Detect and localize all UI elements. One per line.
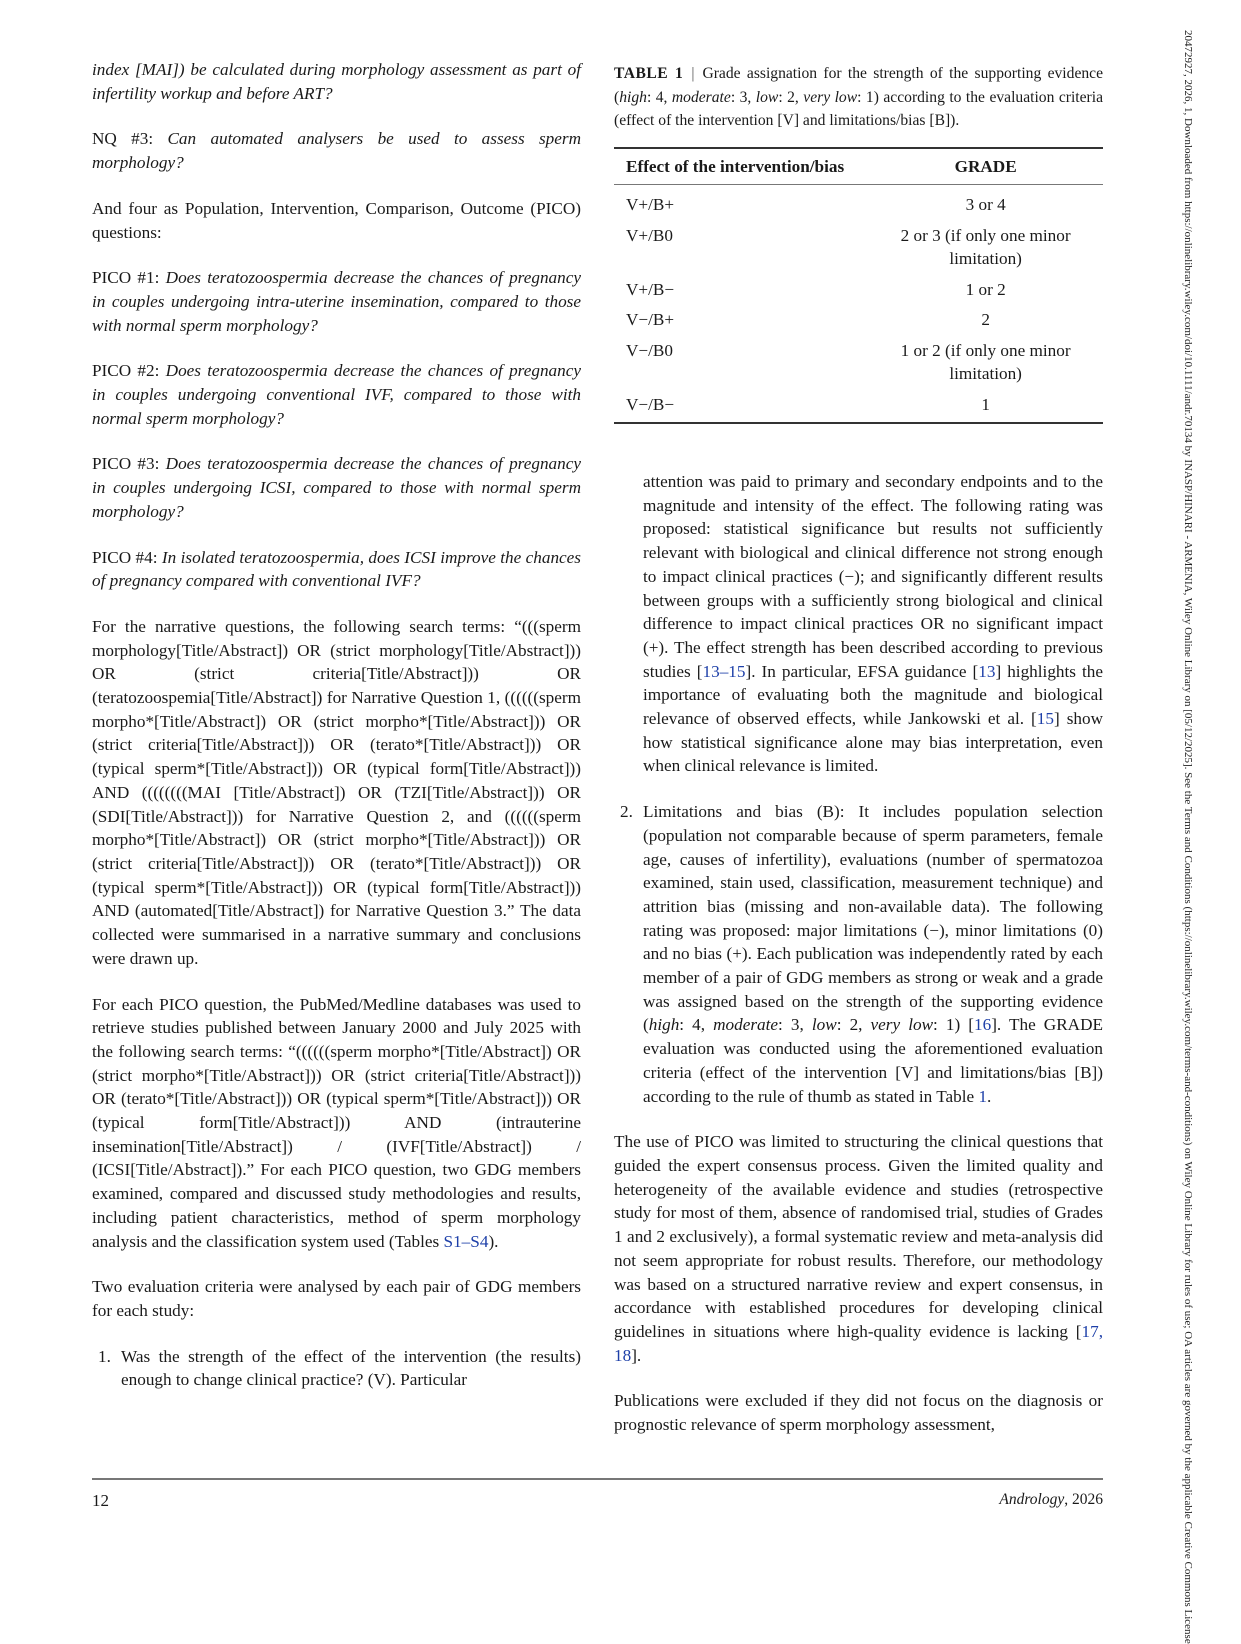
footer-divider xyxy=(92,1478,1103,1480)
journal-name: Andrology, 2026 xyxy=(999,1491,1103,1508)
supplementary-tables-link[interactable]: S1–S4 xyxy=(443,1231,489,1251)
table-header-row xyxy=(614,148,1103,185)
caption-separator: | xyxy=(691,65,695,82)
pico-question-4: PICO #4: In isolated teratozoospermia, does ICSI improve the chances of pregnancy compared with conventional IVF? xyxy=(92,547,582,591)
grade-cell: 1 xyxy=(981,394,990,414)
pico-use-paragraph: The use of PICO was limited to structuring the clinical questions that guided the expert consensus process. Given the limited quality and heterogeneity of the available evidence and studies (retrospective study for most of them, absence of randomised trial, studies of Grades 1 and 2 exclusively), a formal systematic review and meta-analysis did not seem appropriate for robust results. Therefore, our methodology was based on a structured narrative review and expert consensus, in accordance with established procedures for developing clinical guidelines in situations where high-quality evidence is lacking [17, 18]. xyxy=(614,1132,1103,1365)
table-row xyxy=(614,336,1103,390)
right-column xyxy=(614,58,1103,1437)
header-effect: Effect of the intervention/bias xyxy=(626,156,845,176)
citation-13-15[interactable]: 13–15 xyxy=(702,661,746,681)
criteria-list-part2 xyxy=(614,470,1103,1108)
citation-16[interactable]: 16 xyxy=(974,1015,992,1035)
effect-cell: V−/B+ xyxy=(626,310,675,329)
table-row xyxy=(614,390,1103,424)
criterion-1-continuation: attention was paid to primary and secondary endpoints and to the magnitude and intensity of the effect. The following rating was proposed: statistical significance but results not sufficiently relevant with biological and clinical difference not strong enough to impact clinical practices (−); and significantly different results between groups with a sufficiently strong biological and clinical difference to impact clinical practices OR no significant impact (+). The effect strength has been described according to previous studies [13–15]. In particular, EFSA guidance [13] highlights the importance of evaluating both the magnitude and biological relevance of observed effects, while Jankowski et al. [15] show how statistical significance alone may bias interpretation, even when clinical relevance is limited. xyxy=(643,472,1103,776)
table-row xyxy=(614,221,1103,275)
effect-cell: V−/B− xyxy=(626,394,675,414)
table-1-grade-assignation xyxy=(614,147,1103,425)
two-criteria-intro: Two evaluation criteria were analysed by each pair of GDG members for each study: xyxy=(92,1277,581,1320)
pico-question-2: PICO #2: Does teratozoospermia decrease the chances of pregnancy in couples undergoing conventional IVF, compared to those with normal sperm morphology? xyxy=(92,361,581,428)
citation-15[interactable]: 15 xyxy=(1036,709,1054,729)
pico-search-terms: For each PICO question, the PubMed/Medline databases was used to retrieve studies published between January 2000 and July 2025 with the following search terms: “((((((sperm morpho*[Title/Abstract]) OR (strict morpho*[Title/Abstract])) OR (strict criteria[Title/Abstract])) OR (terato*[Title/Abstract])) OR (typical sperm*[Title/Abstract])) OR (typical form[Title/Abstract])) AND (intrauterine insemination[Title/Abstract]) / (IVF[Title/Abstract]) / (ICSI[Title/Abstract]).” For each PICO question, two GDG members examined, compared and discussed study methodologies and results, including patient characteristics, method of sperm morphology analysis and the classification system used (Tables S1–S4). xyxy=(92,994,581,1251)
effect-cell: V−/B0 xyxy=(626,340,673,360)
citation-13[interactable]: 13 xyxy=(978,661,996,681)
pico-intro: And four as Population, Intervention, Comparison, Outcome (PICO) questions: xyxy=(92,198,581,242)
table-row xyxy=(614,275,1103,306)
table-row xyxy=(614,185,1103,221)
exclusion-paragraph: Publications were excluded if they did not focus on the diagnosis or prognostic relevance of sperm morphology assessment, xyxy=(614,1391,1103,1435)
table-row xyxy=(614,305,1103,336)
grade-cell: 1 or 2 xyxy=(965,279,1006,299)
header-grade: GRADE xyxy=(954,156,1017,176)
criterion-2: 2. Limitations and bias (B): It includes population selection (population not comparable because of sperm parameters, female age, causes of infertility), evaluations (number of spermatozoa examined, stain used, classification, measurement technique) and attrition bias (missing and non-available data). The following rating was proposed: major limitations (−), minor limitations (0) and no bias (+). Each publication was independently rated by each member of a pair of GDG members as strong or weak and a grade was assigned based on the strength of the supporting evidence (high: 4, moderate: 3, low: 2, very low: 1) [16]. The GRADE evaluation was conducted using the aforementioned evaluation criteria (effect of the intervention [V] and limitations/bias [B]) according to the rule of thumb as stated in Table 1. xyxy=(620,802,1103,1106)
table-1-link[interactable]: 1 xyxy=(978,1086,988,1106)
table-1-caption: TABLE 1 | Grade assignation for the strength of the supporting evidence (high: 4, moderate: 3, low: 2, very low: 1) according to the evaluation criteria (effect of the intervention [V] and limitations/bias [B]). xyxy=(614,65,1104,129)
citation-17-18[interactable]: 17, 18 xyxy=(614,1321,1103,1365)
page-number: 12 xyxy=(92,1491,109,1510)
narrative-question-3: NQ #3: Can automated analysers be used to assess sperm morphology? xyxy=(92,129,581,173)
narrative-search-terms: For the narrative questions, the following search terms: “(((sperm morphology[Title/Abstract]) OR (strict morphology[Title/Abstract])) OR (strict criteria[Title/Abstract])) OR (teratozoospemia[Title/Abstract]) for Narrative Question 1, ((((((sperm morpho*[Title/Abstract]) OR (strict morpho*[Title/Abstract])) OR (strict criteria[Title/Abstract])) OR (terato*[Title/Abstract])) OR (typical sperm*[Title/Abstract])) OR (typical form[Title/Abstract])) AND ((((((((MAI [Title/Abstract]) OR (TZI[Title/Abstract])) OR (SDI[Title/Abstract])) for Narrative Question 2, and ((((((sperm morpho*[Title/Abstract]) OR (strict morpho*[Title/Abstract])) OR (strict criteria[Title/Abstract])) OR (terato*[Title/Abstract])) OR (typical sperm*[Title/Abstract])) OR (typical form[Title/Abstract])) AND (automated[Title/Abstract]) for Narrative Question 3.” The data collected were summarised in a narrative summary and conclusions were drawn up. xyxy=(92,616,581,968)
pico-question-1: PICO #1: Does teratozoospermia decrease the chances of pregnancy in couples undergoing intra-uterine insemination, compared to those with normal sperm morphology? xyxy=(92,268,581,335)
criteria-list-part1 xyxy=(92,1345,581,1392)
narrative-question-2-continuation: index [MAI]) be calculated during morphology assessment as part of infertility workup and before ART? xyxy=(92,60,581,103)
pico-question-3: PICO #3: Does teratozoospermia decrease the chances of pregnancy in couples undergoing ICSI, compared to those with normal sperm morphology? xyxy=(92,454,581,521)
effect-cell: V+/B+ xyxy=(626,195,675,214)
grade-cell: 1 or 2 (if only one minor limitation) xyxy=(900,340,1071,383)
grade-cell: 2 xyxy=(981,310,990,329)
grade-cell: 3 or 4 xyxy=(965,195,1006,214)
download-notice-vertical: 20472927, 2026, 1, Downloaded from https://onlinelibrary.wiley.com/doi/10.1111/andr.70134 by INASP/HINARI - ARMENIA, Wiley Online Library on [05/12/2025]. See the Terms and Conditions (https://onlinelibrary.wiley.com/terms-and-conditions) on Wiley Online Library for rules of use; OA articles are governed by the applicable Creative Commons License xyxy=(1182,30,1194,1644)
left-column xyxy=(92,58,581,1392)
criterion-1: 1. Was the strength of the effect of the intervention (the results) enough to change clinical practice? (V). Particular xyxy=(98,1346,581,1390)
effect-cell: V+/B0 xyxy=(626,225,673,245)
grade-cell: 2 or 3 (if only one minor limitation) xyxy=(900,225,1071,268)
effect-cell: V+/B− xyxy=(626,279,675,299)
